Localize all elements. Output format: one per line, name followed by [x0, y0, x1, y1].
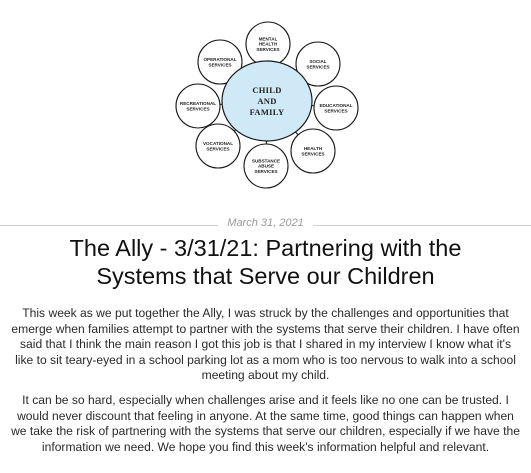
- date-divider-right: [313, 225, 531, 226]
- node-label-substance: SERVICES: [254, 169, 278, 175]
- node-label-vocational: VOCATIONAL: [202, 141, 234, 146]
- node-label-mental: MENTAL: [258, 36, 278, 42]
- node-label-social: SERVICES: [306, 64, 330, 70]
- node-label-educational: SERVICES: [324, 108, 348, 114]
- node-label-substance: ABUSE: [257, 163, 275, 169]
- node-educational: [314, 86, 358, 130]
- node-label-educational: EDUCATIONAL: [319, 103, 353, 108]
- node-label-recreational: SERVICES: [186, 106, 210, 112]
- node-label-mental: SERVICES: [256, 47, 280, 53]
- node-label-mental: HEALTH: [258, 41, 278, 47]
- node-label-vocational: SERVICES: [206, 146, 230, 152]
- diagram-center-node: [222, 61, 312, 141]
- node-vocational: [196, 124, 240, 168]
- post-date-row: [0, 216, 531, 234]
- child-family-diagram: [0, 0, 531, 200]
- post-title: [20, 234, 511, 290]
- center-label: FAMILY: [249, 107, 285, 117]
- diagram-svg: [0, 0, 531, 200]
- post-title-line-1: The Ally - 3/31/21: Partnering with the: [69, 235, 462, 261]
- node-label-recreational: RECREATIONAL: [179, 101, 217, 106]
- post-date: March 31, 2021: [227, 217, 304, 229]
- post-paragraph-2: It can be so hard, especially when challenges arise and it feels like no one can be trusted. I would never discount that feeling in anyone. At the same time, good things can happen when we take the risk of partnering with the systems that serve our children, especially if we have the information we need. We hope you find this week's information helpful and relevant.: [11, 393, 520, 454]
- post-title-line-2: Systems that Serve our Children: [96, 263, 435, 289]
- node-health: [291, 129, 335, 173]
- node-label-health: SERVICES: [301, 151, 325, 157]
- node-recreational: [176, 84, 220, 128]
- node-label-substance: SUBSTANCE: [251, 158, 281, 164]
- node-label-operational: SERVICES: [208, 62, 232, 68]
- node-label-operational: OPERATIONAL: [203, 57, 237, 62]
- node-mental: [246, 22, 290, 66]
- node-label-social: SOCIAL: [309, 59, 327, 64]
- post-paragraph-1: This week as we put together the Ally, I was struck by the challenges and opportunities that emerge when families attempt to partner with the systems that serve their children. I have often said that I think the main reason I got this job is that I shared in my interview I know what it's like to sit teary-eyed in a school parking lot as a mom who is too nervous to walk into a school meeting about my child.: [11, 306, 520, 383]
- center-label: CHILD: [252, 85, 282, 95]
- node-substance: [244, 144, 288, 188]
- center-label: AND: [257, 96, 277, 106]
- node-label-health: HEALTH: [303, 146, 323, 151]
